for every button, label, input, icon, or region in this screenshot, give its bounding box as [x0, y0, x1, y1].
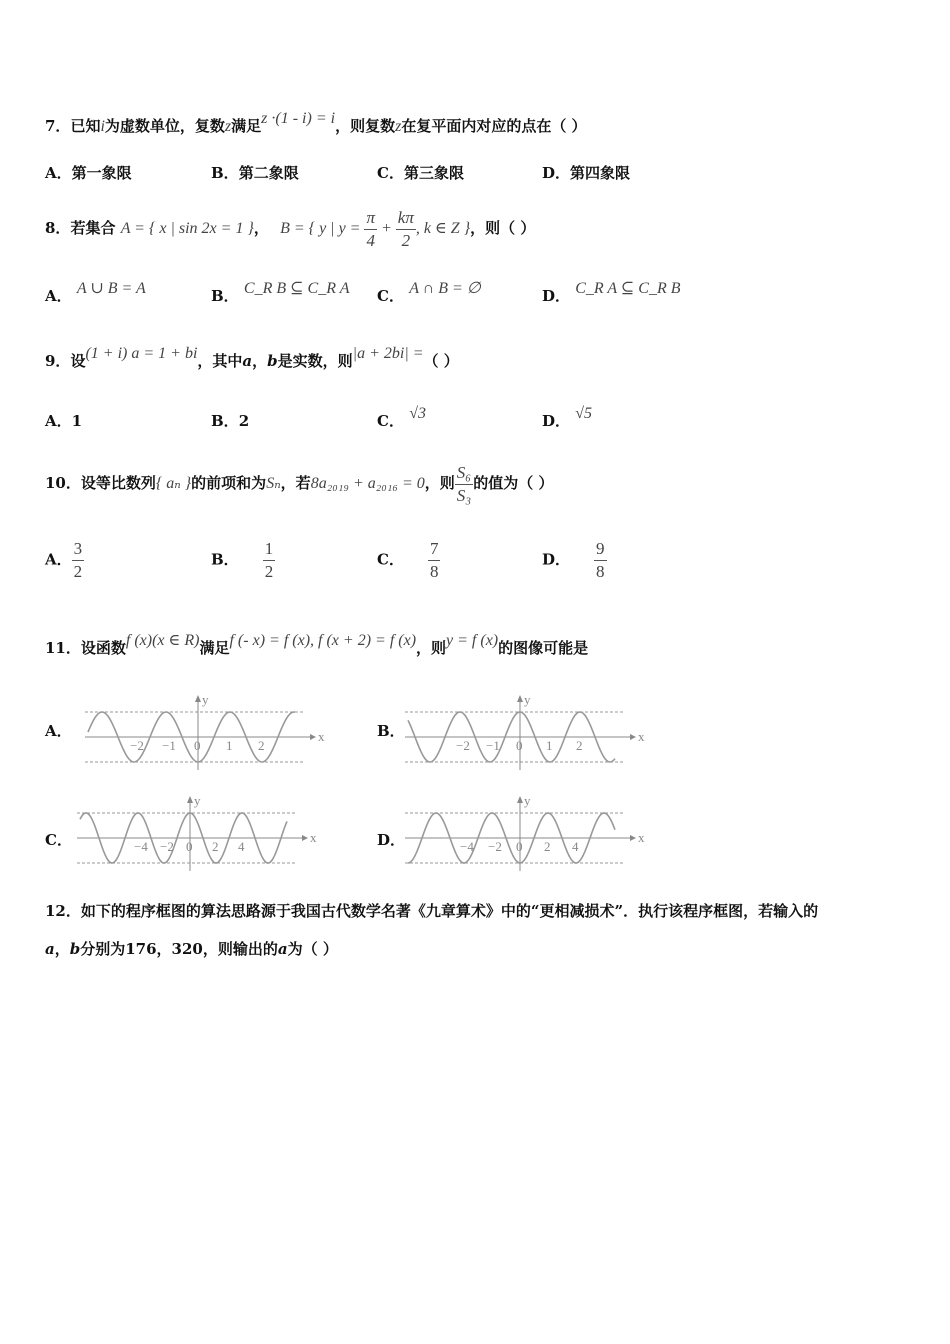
y-axis-arrow [187, 796, 193, 803]
q8-option-d[interactable]: D． C_R A ⊆ C_R B [542, 280, 681, 305]
x-axis-arrow [302, 835, 308, 841]
tick-label: 2 [576, 738, 583, 753]
tick-label: 2 [258, 738, 265, 753]
q11-graph-d[interactable] [400, 793, 645, 873]
q7-equation: z ·(1 - i) = i [261, 110, 336, 127]
q11-option-a-label[interactable]: A． [45, 722, 72, 740]
q9-option-b[interactable]: B．2 [211, 412, 250, 430]
y-axis-arrow [517, 796, 523, 803]
tick-label: −4 [460, 839, 474, 854]
q11-graph-c[interactable] [72, 793, 317, 873]
q10-option-b[interactable]: B． $\frac{1}{2}$ [211, 539, 274, 581]
tick-label: 0 [516, 738, 523, 753]
tick-label: 0 [186, 839, 193, 854]
q7-option-c[interactable]: C．第三象限 [377, 164, 464, 182]
x-axis-arrow [630, 734, 636, 740]
question-12-line2: a，b分别为176，320，则输出的a为（ ） [45, 940, 338, 958]
q11-option-b-label[interactable]: B． [377, 722, 405, 740]
tick-label: −2 [488, 839, 502, 854]
x-axis-label: x [638, 729, 645, 744]
q10-option-c[interactable]: C． $\frac{7}{8}$ [377, 539, 439, 581]
y-axis-arrow [517, 695, 523, 702]
q11-option-c-label[interactable]: C． [45, 831, 72, 849]
tick-label: 2 [212, 839, 219, 854]
q8-option-c[interactable]: C． A ∩ B = ∅ [377, 280, 481, 305]
q11-graph-b[interactable] [400, 692, 645, 772]
set-a: A = { x | sin 2x = 1 } [120, 220, 254, 237]
tick-label: 0 [516, 839, 523, 854]
q9-option-a[interactable]: A．1 [45, 412, 83, 430]
x-axis-label: x [310, 830, 317, 845]
tick-label: 1 [546, 738, 553, 753]
q10-option-d[interactable]: D． $\frac{9}{8}$ [542, 539, 605, 581]
tick-label: −4 [134, 839, 148, 854]
q7-option-d[interactable]: D．第四象限 [542, 164, 631, 182]
tick-label: −1 [162, 738, 176, 753]
x-axis-label: x [318, 729, 325, 744]
question-12: 12．如下的程序框图的算法思路源于我国古代数学名著《九章算术》中的“更相减损术”．执行该程序框图，若输入的 [45, 902, 819, 920]
q10-option-a[interactable]: A． $\frac{3}{2}$ [45, 539, 83, 581]
q8-option-a[interactable]: A． A ∪ B = A [45, 280, 146, 305]
q9-option-d[interactable]: D． √5 [542, 405, 593, 430]
q11-graph-a[interactable] [80, 692, 325, 772]
q7-option-b[interactable]: B．第二象限 [211, 164, 299, 182]
tick-label: 1 [226, 738, 233, 753]
question-8: 8．若集合 A = { x | sin 2x = 1 }， B = { y | y = $\frac{\pi}{4}$ + $\frac{k\pi}{2}$ , k ∈ Z }，则（ ） [45, 207, 536, 250]
tick-label: 4 [238, 839, 245, 854]
question-7: 7．已知i为虚数单位，复数z满足z ·(1 - i) = i，则复数z在复平面内对应的点在（ ） [45, 110, 587, 135]
set-b: B = { y | y = $\frac{\pi}{4}$ + $\frac{k\pi}{2}$ , k ∈ Z } [280, 207, 471, 250]
tick-label: 4 [572, 839, 579, 854]
y-axis-label: y [524, 793, 531, 808]
y-axis-label: y [194, 793, 201, 808]
tick-label: −1 [486, 738, 500, 753]
tick-label: −2 [160, 839, 174, 854]
tick-label: 2 [544, 839, 551, 854]
y-axis-arrow [195, 695, 201, 702]
q8-option-b[interactable]: B． C_R B ⊆ C_R A [211, 280, 350, 305]
x-axis-arrow [630, 835, 636, 841]
question-10: 10．设等比数列{ aₙ }的前项和为Sₙ，若8a₂₀₁₉ + a₂₀₁₆ = 0，则 $\frac{\text{S₆}}{\text{S₃}}$ 的值为（ ） [45, 462, 554, 505]
y-axis-label: y [524, 692, 531, 707]
q7-option-a[interactable]: A．第一象限 [45, 164, 132, 182]
y-axis-label: y [202, 692, 209, 707]
x-axis-label: x [638, 830, 645, 845]
q11-option-d-label[interactable]: D． [377, 831, 406, 849]
tick-label: −2 [130, 738, 144, 753]
tick-label: −2 [456, 738, 470, 753]
x-axis-arrow [310, 734, 316, 740]
q9-option-c[interactable]: C． √3 [377, 405, 426, 430]
question-9: 9．设(1 + i) a = 1 + bi，其中a，b是实数，则|a + 2bi| =（ ） [45, 345, 459, 370]
question-11: 11．设函数f (x)(x ∈ R)满足f (- x) = f (x), f (x + 2) = f (x)，则y = f (x)的图像可能是 [45, 632, 589, 657]
tick-label: 0 [194, 738, 201, 753]
